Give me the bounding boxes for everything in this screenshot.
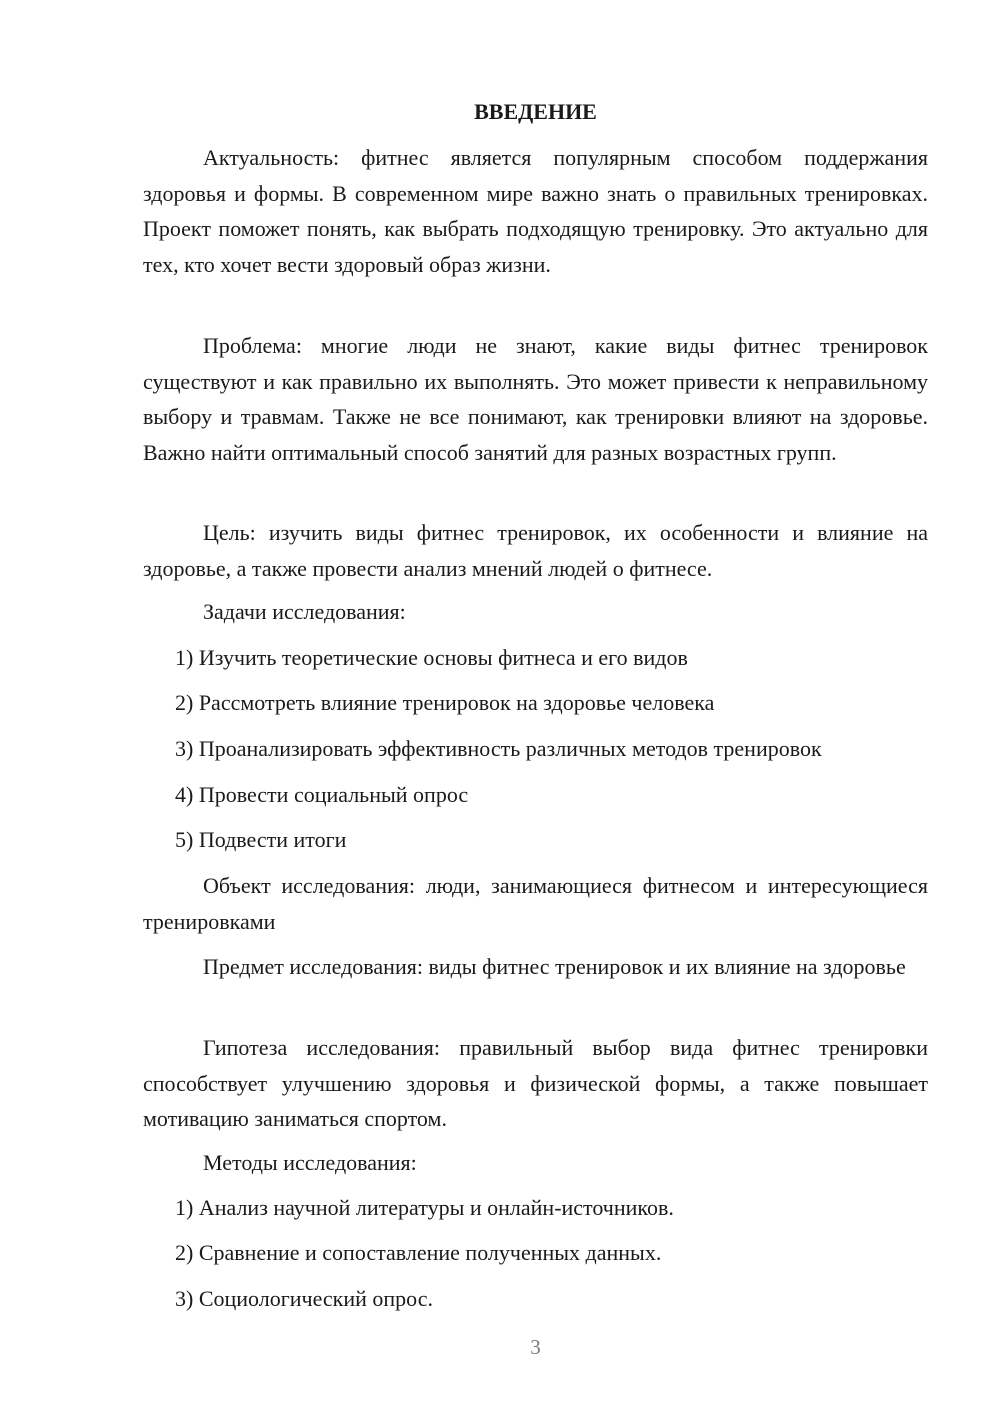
object-paragraph: Объект исследования: люди, занимающиеся фитнесом и интересующиеся тренировками — [143, 873, 928, 934]
methods-heading: Методы исследования: — [203, 1150, 417, 1175]
hypothesis-paragraph: Гипотеза исследования: правильный выбор вида фитнес тренировки способствует улучшению здоровья и физической формы, а также повышает мотивацию заниматься спортом. — [143, 1035, 928, 1131]
task-item-3: 3) Проанализировать эффективность различных методов тренировок — [175, 736, 822, 761]
task-item-1: 1) Изучить теоретические основы фитнеса и его видов — [175, 645, 688, 670]
tasks-heading: Задачи исследования: — [203, 599, 406, 624]
document-page — [143, 0, 928, 1414]
relevance-paragraph: Актуальность: фитнес является популярным способом поддержания здоровья и формы. В современном мире важно знать о правильных тренировках. Проект поможет понять, как выбрать подходящую тренировку. Это актуально для тех, кто хочет вести здоровый образ жизни. — [143, 145, 928, 277]
goal-paragraph: Цель: изучить виды фитнес тренировок, их особенности и влияние на здоровье, а также провести анализ мнений людей о фитнесе. — [143, 520, 928, 581]
section-title: ВВЕДЕНИЕ — [474, 99, 597, 124]
method-item-3: 3) Социологический опрос. — [175, 1286, 433, 1311]
method-item-1: 1) Анализ научной литературы и онлайн-источников. — [175, 1195, 674, 1220]
subject-paragraph: Предмет исследования: виды фитнес тренировок и их влияние на здоровье — [203, 954, 906, 979]
task-item-4: 4) Провести социальный опрос — [175, 782, 469, 807]
task-item-5: 5) Подвести итоги — [175, 827, 347, 852]
problem-paragraph: Проблема: многие люди не знают, какие виды фитнес тренировок существуют и как правильно их выполнять. Это может привести к неправильному выбору и травмам. Также не все понимают, как тренировки влияют на здоровье. Важно найти оптимальный способ занятий для разных возрастных групп. — [143, 333, 928, 465]
method-item-2: 2) Сравнение и сопоставление полученных данных. — [175, 1240, 662, 1265]
task-item-2: 2) Рассмотреть влияние тренировок на здоровье человека — [175, 690, 715, 715]
page-number: 3 — [530, 1335, 541, 1359]
